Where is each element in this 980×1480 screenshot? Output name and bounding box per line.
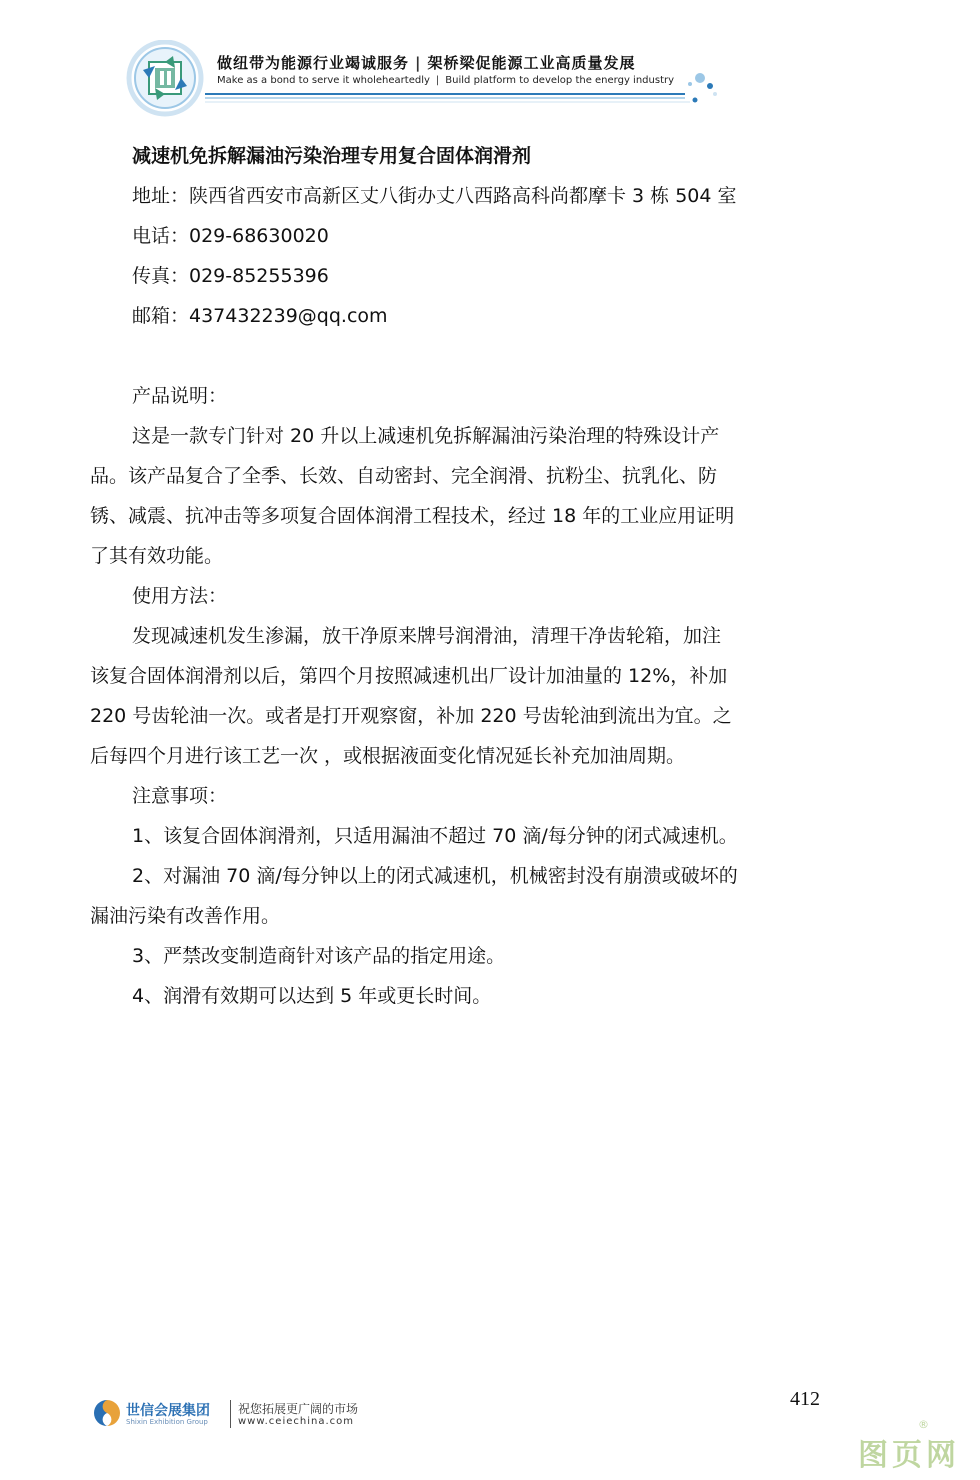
header-slogan-en-left: Make as a bond to serve it wholeheartedly: [217, 75, 430, 86]
header-banner: [125, 40, 725, 120]
contact-fax: 传真：029-85255396: [132, 265, 329, 287]
notes-line: 4、润滑有效期可以达到 5 年或更长时间。: [132, 985, 492, 1007]
header-slogan-cn: [217, 52, 636, 73]
header-separator: |: [415, 54, 422, 72]
footer-url: www.ceiechina.com: [238, 1416, 354, 1427]
notes-heading: 注意事项：: [132, 785, 228, 807]
site-watermark: 图页网: [858, 1438, 960, 1473]
contact-address: 地址：陕西省西安市高新区丈八街办丈八西路高科尚都摩卡 3 栋 504 室: [132, 185, 737, 207]
header-slogan-en: [217, 75, 674, 86]
description-line: 这是一款专门针对 20 升以上减速机免拆解漏油污染治理的特殊设计产: [132, 425, 720, 447]
registered-mark: ®: [918, 1418, 929, 1431]
product-title: 减速机免拆解漏油污染治理专用复合固体润滑剂: [132, 145, 532, 167]
description-line: 品。该产品复合了全季、长效、自动密封、完全润滑、抗粉尘、抗乳化、防: [90, 465, 718, 487]
notes-line: 2、对漏油 70 滴/每分钟以上的闭式减速机，机械密封没有崩溃或破坏的: [132, 865, 738, 887]
footer-brand-en: Shixin Exhibition Group: [126, 1418, 208, 1426]
notes-line: 1、该复合固体润滑剂，只适用漏油不超过 70 滴/每分钟的闭式减速机。: [132, 825, 738, 847]
description-heading: 产品说明：: [132, 385, 228, 407]
usage-heading: 使用方法：: [132, 585, 228, 607]
contact-email: 邮箱：437432239@qq.com: [132, 305, 388, 327]
description-line: 锈、减震、抗冲击等多项复合固体润滑工程技术，经过 18 年的工业应用证明: [90, 505, 735, 527]
contact-phone: 电话：029-68630020: [132, 225, 329, 247]
description-line: 了其有效功能。: [90, 545, 224, 567]
usage-line: 后每四个月进行该工艺一次 ，或根据液面变化情况延长补充加油周期。: [90, 745, 686, 767]
footer-slogan: 祝您拓展更广阔的市场: [238, 1402, 359, 1416]
header-slogan-cn-right: 架桥梁促能源工业高质量发展: [427, 54, 636, 72]
header-slogan-cn-left: 做纽带为能源行业竭诚服务: [217, 54, 410, 72]
usage-line: 该复合固体润滑剂以后，第四个月按照减速机出厂设计加油量的 12%，补加: [90, 665, 728, 687]
footer-divider: [230, 1400, 231, 1428]
notes-line: 3、严禁改变制造商针对该产品的指定用途。: [132, 945, 506, 967]
usage-line: 发现减速机发生渗漏，放干净原来牌号润滑油，清理干净齿轮箱，加注: [132, 625, 722, 647]
footer: [92, 1396, 492, 1436]
header-slogan-en-right: Build platform to develop the energy industry: [445, 75, 675, 86]
footer-brand-cn: 世信会展集团: [126, 1403, 210, 1419]
header-separator-en: |: [435, 75, 440, 86]
notes-line: 漏油污染有改善作用。: [90, 905, 281, 927]
usage-line: 220 号齿轮油一次。或者是打开观察窗，补加 220 号齿轮油到流出为宜。之: [90, 705, 732, 727]
page-number: 412: [790, 1388, 820, 1410]
energy-association-logo-icon: [125, 40, 205, 120]
shixin-group-logo-icon: [92, 1398, 122, 1428]
